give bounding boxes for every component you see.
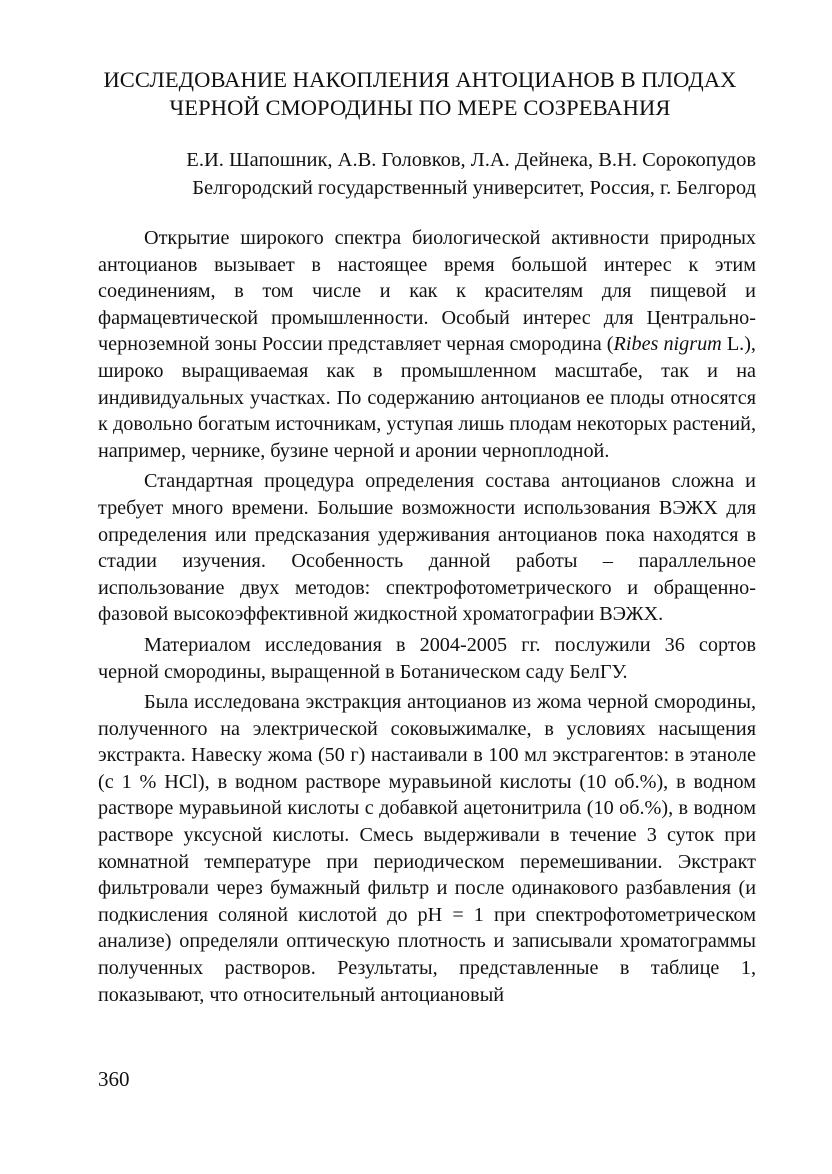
author-names: Е.И. Шапошник, А.В. Головков, Л.А. Дейнека, В.Н. Сорокопудов [186,149,756,171]
paragraph-2: Стандартная процедура определения состава антоцианов сложна и требует много времени. Большие возможности использования ВЭЖХ для определения или предсказания удерживания антоцианов пока находятся в стадии изучения. Особенность данной работы – параллельное использование двух методов: спектрофотометрического и обращенно-фазовой высокоэффективной жидкостной хроматографии ВЭЖХ. [98,470,756,626]
latin-species-name: Ribes nigrum [613,333,722,356]
author-block [100,146,756,202]
paragraph-4: Была исследована экстракция антоцианов из жома черной смородины, полученного на электрической соковыжималке, в условиях насыщения экстракта. Навеску жома (50 г) настаивали в 100 мл экстрагентов: в этаноле (с 1 % HCl), в водном растворе муравьиной кислоты (10 об.%), в водном растворе муравьиной кислоты с добавкой ацетонитрила (10 об.%), в водном растворе уксусной кислоты. Смесь выдерживали в течение 3 суток при комнатной температуре при периодическом перемешивании. Экстракт фильтровали через бумажный фильтр и после одинакового разбавления (и подкисления соляной кислотой до pH = 1 при спектрофотометрическом анализе) определяли оптическую плотность и записывали хроматограммы полученных растворов. Результаты, представленные в таблице 1, показывают, что относительный антоциановый [98,691,756,1006]
article-body [98,225,756,1012]
article-title [90,66,750,122]
page-number: 360 [98,1067,130,1091]
paragraph-1-text-end: L.), широко выращиваемая как в промышленном масштабе, так и на индивидуальных участках. По содержанию антоцианов ее плоды относятся к довольно богатым источникам, уступая лишь плодам некоторых растений, например, чернике, бузине черной и аронии черноплодной. [98,333,756,462]
paragraph-1-text-start: Открытие широкого спектра биологической активности природных антоцианов вызывает в настоящее время большой интерес к этим соединениям, в том числе и как к красителям для пищевой и фармацевтической промышленности. Особый интерес для Центрально-черноземной зоны России представляет черная смородина ( [98,227,756,356]
title-line-2: ЧЕРНОЙ СМОРОДИНЫ ПО МЕРЕ СОЗРЕВАНИЯ [169,95,671,120]
title-line-1: ИССЛЕДОВАНИЕ НАКОПЛЕНИЯ АНТОЦИАНОВ В ПЛОДАХ [103,67,737,92]
author-affiliation: Белгородский государственный университет, Россия, г. Белгород [192,177,756,199]
paragraph-1 [98,225,756,464]
paragraph-3: Материалом исследования в 2004-2005 гг. послужили 36 сортов черной смородины, выращенной в Ботаническом саду БелГУ. [98,633,756,683]
